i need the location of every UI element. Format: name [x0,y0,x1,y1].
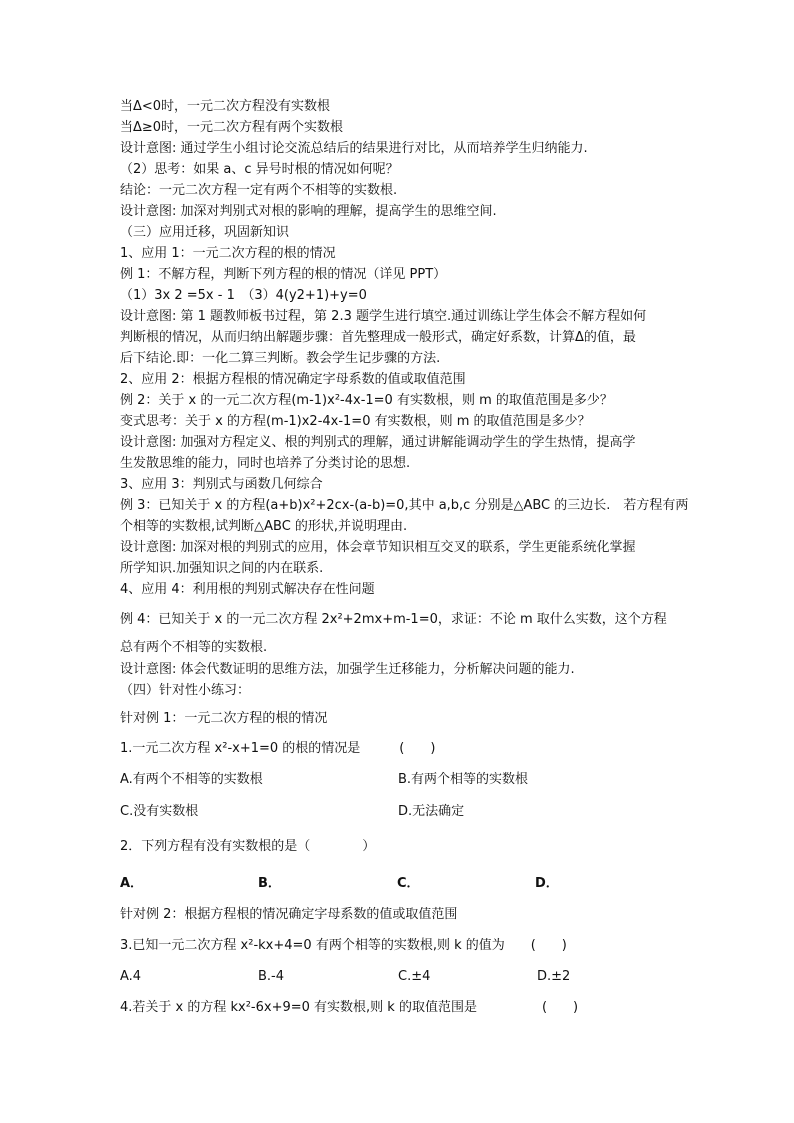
question-3-option-b: B.-4 [258,969,285,984]
question-1: 1.一元二次方程 x²-x+1=0 的根的情况是 ( ) [120,741,436,756]
section-heading: （四）针对性小练习： [120,683,251,698]
question-2-option-b: B． [258,876,281,891]
question-1-option-d: D.无法确定 [398,804,465,819]
text-line: 总有两个不相等的实数根. [120,640,268,655]
text-line: 4、应用 4：利用根的判别式解决存在性问题 [120,582,375,597]
text-line: 生发散思维的能力，同时也培养了分类讨论的思想. [120,456,411,471]
text-line: 个相等的实数根,试判断△ABC 的形状,并说明理由. [120,519,408,534]
text-line: 例 3：已知关于 x 的方程(a+b)x²+2cx-(a-b)=0,其中 a,b,c 分别是△ABC 的三边长. 若方程有两 [120,498,689,513]
text-line: 1、应用 1：一元二次方程的根的情况 [120,246,336,261]
text-line: 所学知识.加强知识之间的内在联系. [120,561,324,576]
question-3-option-c: C.±4 [398,969,431,984]
question-3: 3.已知一元二次方程 x²-kx+4=0 有两个相等的实数根,则 k 的值为 ( ) [120,938,567,953]
text-line: 设计意图: 加深对根的判别式的应用，体会章节知识相互交叉的联系，学生更能系统化掌握 [120,540,636,555]
text-line: （1）3x 2 =5x - 1 （3）4(y2+1)+y=0 [120,288,367,303]
text-line: 例 4：已知关于 x 的一元二次方程 2x²+2mx+m-1=0，求证：不论 m 取什么实数，这个方程 [120,612,667,627]
section-heading: （三）应用迁移，巩固新知识 [120,225,290,240]
text-line: 例 2：关于 x 的一元二次方程(m-1)x²-4x-1=0 有实数根，则 m 的取值范围是多少？ [120,393,613,408]
text-line: 设计意图: 第 1 题教师板书过程，第 2.3 题学生进行填空.通过训练让学生体会不解方程如何 [120,309,647,324]
text-line: 判断根的情况，从而归纳出解题步骤：首先整理成一般形式，确定好系数，计算Δ的值，最 [120,330,636,345]
question-2-option-c: C． [397,876,420,891]
question-1-option-c: C.没有实数根 [120,804,199,819]
text-line: 2、应用 2：根据方程根的情况确定字母系数的值或取值范围 [120,372,466,387]
question-3-option-d: D.±2 [537,969,571,984]
text-line: 结论：一元二次方程一定有两个不相等的实数根. [120,183,398,198]
text-line: 设计意图: 加深对判别式对根的影响的理解，提高学生的思维空间. [120,204,497,219]
question-3-option-a: A.4 [120,969,142,984]
text-line: 变式思考：关于 x 的方程(m-1)x2-4x-1=0 有实数根，则 m 的取值范围是多少？ [120,414,591,429]
question-2: 2．下列方程有没有实数根的是（ ） [120,839,376,854]
question-2-option-a: A． [120,876,144,891]
question-1-option-b: B.有两个相等的实数根 [398,772,529,787]
text-line: 针对例 1：一元二次方程的根的情况 [120,711,328,726]
text-line: 针对例 2：根据方程根的情况确定字母系数的值或取值范围 [120,907,458,922]
text-line: （2）思考：如果 a、c 异号时根的情况如何呢？ [120,162,399,177]
text-line: 设计意图: 加强对方程定义、根的判别式的理解，通过讲解能调动学生的学生热情，提高学 [120,435,636,450]
question-1-option-a: A.有两个不相等的实数根 [120,772,263,787]
text-line: 例 1：不解方程，判断下列方程的根的情况（详见 PPT） [120,267,447,282]
question-2-option-d: D． [535,876,559,891]
text-line: 设计意图: 通过学生小组讨论交流总结后的结果进行对比，从而培养学生归纳能力. [120,141,588,156]
text-line: 设计意图: 体会代数证明的思维方法，加强学生迁移能力，分析解决问题的能力. [120,662,575,677]
text-line: 当Δ<0时，一元二次方程没有实数根 [120,99,331,114]
text-line: 后下结论.即：一化二算三判断。教会学生记步骤的方法. [120,351,441,366]
text-line: 3、应用 3：判别式与函数几何综合 [120,477,323,492]
question-4: 4.若关于 x 的方程 kx²-6x+9=0 有实数根,则 k 的取值范围是 ( ) [120,1000,579,1015]
text-line: 当Δ≥0时，一元二次方程有两个实数根 [120,120,344,135]
